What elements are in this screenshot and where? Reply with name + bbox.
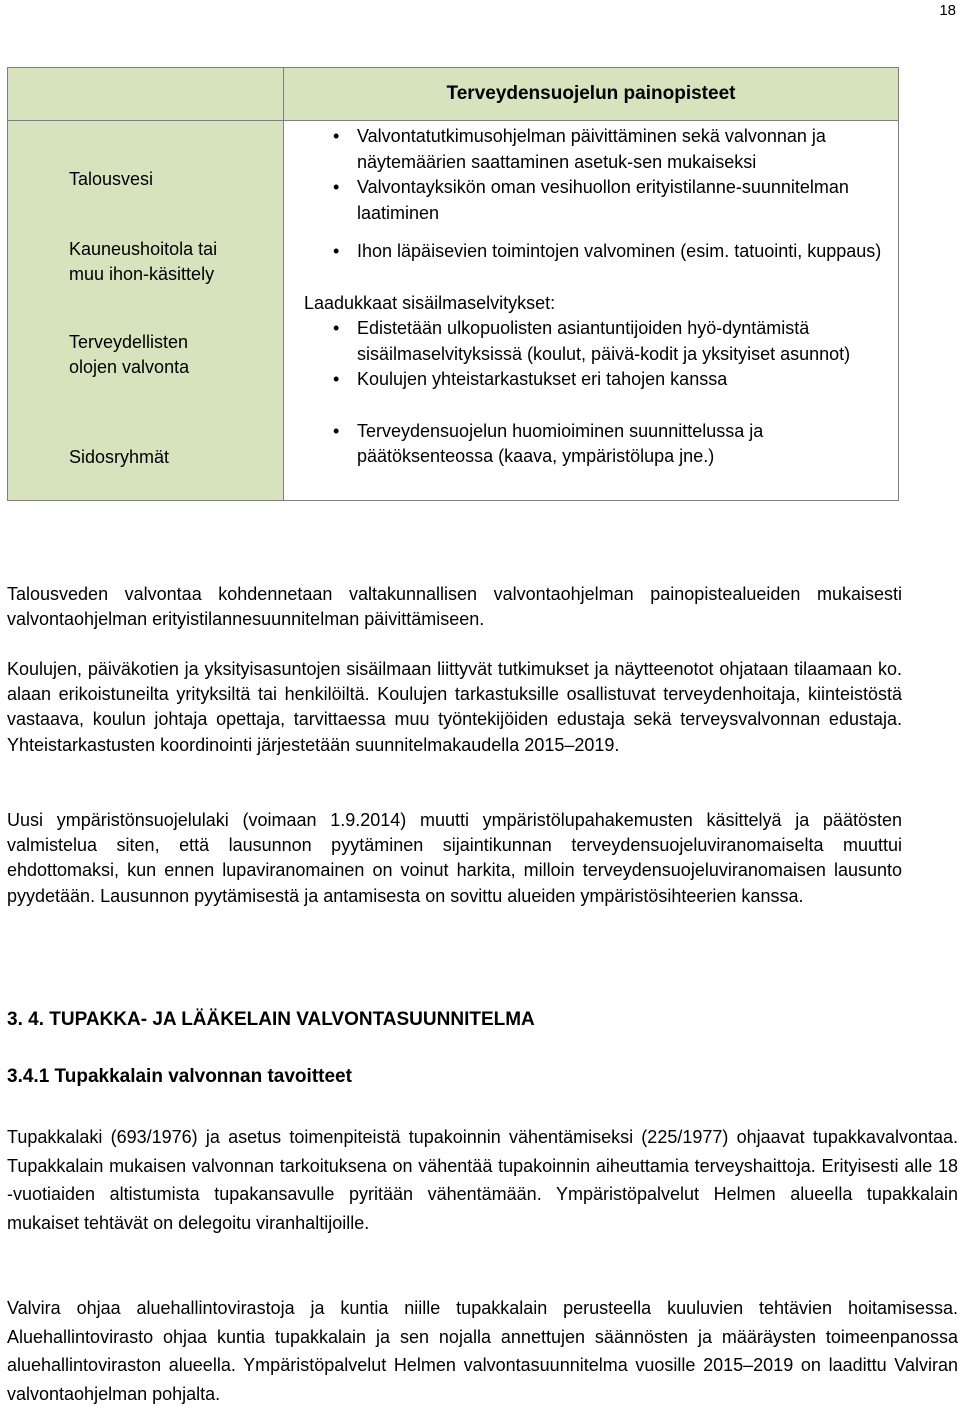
section-heading: 3. 4. TUPAKKA- JA LÄÄKELAIN VALVONTASUUNNITELMA — [7, 1009, 535, 1030]
topic-label: Talousvesi — [69, 169, 154, 189]
bullet-item: • Valvontayksikön oman vesihuollon erityistilanne-suunnitelman laatiminen — [304, 175, 888, 226]
table-header-row — [8, 68, 899, 121]
bullet-item: • Edistetään ulkopuolisten asiantuntijoiden hyö-dyntämistä sisäilmaselvityksissä (koulut, päivä-kodit ja yksityiset asunnot) — [304, 316, 888, 367]
topic-label: Sidosryhmät — [69, 446, 170, 467]
bullet-list — [304, 419, 888, 470]
priority-group — [304, 291, 888, 393]
priority-group — [304, 124, 888, 226]
table-header-title: Terveydensuojelun painopisteet — [284, 68, 899, 121]
bullet-item: • Ihon läpäisevien toimintojen valvominen (esim. tatuointi, kuppaus) — [304, 239, 888, 265]
bullet-item: • Terveydensuojelun huomioiminen suunnittelussa ja päätöksenteossa (kaava, ympäristölupa jne.) — [304, 419, 888, 470]
bullet-list — [304, 239, 888, 265]
paragraph-environment-act: Uusi ympäristönsuojelulaki (voimaan 1.9.2014) muutti ympäristölupahakemusten käsittelyä ja päätösten valmistelua siten, että lausunnon pyytäminen sijaintikunnan terveydensuojeluviranomaiselta muuttui ehdottomaksi, kun ennen lupaviranomainen on voinut harkita, milloin terveydensuojeluviranomaisen lausunto pyydetään. Lausunnon pyytämisestä ja antamisesta on sovittu alueiden ympäristösihteerien kanssa. — [7, 810, 902, 906]
bullet-list — [304, 316, 888, 393]
subsection-heading: 3.4.1 Tupakkalain valvonnan tavoitteet — [7, 1066, 352, 1087]
paragraph-valvira: Valvira ohjaa aluehallintovirastoja ja kuntia niille tupakkalain perusteella kuuluvien tehtävien hoitamisessa. Aluehallintovirasto ohjaa kuntia tupakkalain ja sen nojalla annettujen säännösten ja määräysten toimeenpanossa aluehallintoviraston alueella. Ympäristöpalvelut Helmen valvontasuunnitelma vuosille 2015–2019 on laadittu Valviran valvontaohjelman pohjalta. — [7, 1298, 958, 1404]
page-number: 18 — [939, 2, 956, 19]
paragraph-water: Talousveden valvontaa kohdennetaan valtakunnallisen valvontaohjelman painopistealueiden mukaisesti valvontaohjelman erityistilannesuunnitelman päivittämiseen. — [7, 584, 902, 630]
topic-label: Terveydellisten olojen valvonta — [69, 331, 190, 377]
topic-label: Kauneushoitola tai muu ihon-käsittely — [69, 238, 218, 284]
details-column — [284, 121, 899, 501]
paragraph-tobacco-act: Tupakkalaki (693/1976) ja asetus toimenpiteistä tupakoinnin vähentämiseksi (225/1977) ohjaavat tupakkavalvontaa. Tupakkalain mukaisen valvonnan tarkoituksena on vähentää tupakoinnin aiheuttamia terveyshaittoja. Erityisesti alle 18 -vuotiaiden altistumista tupakansavulle pyritään vähentämään. Ympäristöpalvelut Helmen alueella tupakkalain mukaiset tehtävät on delegoitu viranhaltijoille. — [7, 1127, 958, 1233]
priority-group — [304, 239, 888, 265]
priorities-table — [7, 67, 899, 501]
table-header-blank — [8, 68, 284, 121]
bullet-list — [304, 124, 888, 226]
bullet-item: • Valvontatutkimusohjelman päivittäminen sekä valvonnan ja näytemäärien saattaminen asetuk-sen mukaiseksi — [304, 124, 888, 175]
topics-column — [8, 121, 284, 501]
paragraph-schools: Koulujen, päiväkotien ja yksityisasuntojen sisäilmaan liittyvät tutkimukset ja näytteenotot ohjataan tilaamaan ko. alaan erikoistuneilta yrityksiltä tai henkilöiltä. Koulujen tarkastuksille osallistuvat terveydenhoitaja, kiinteistöstä vastaava, koulun johtaja opettaja, tarvittaessa muu työntekijöiden edustaja sekä terveysvalvonnan edustaja. Yhteistarkastusten koordinointi järjestetään suunnitelmakaudella 2015–2019. — [7, 659, 902, 755]
bullet-item: • Koulujen yhteistarkastukset eri tahojen kanssa — [304, 367, 888, 393]
table-body-row — [8, 121, 899, 501]
group-heading: Laadukkaat sisäilmaselvitykset: — [304, 292, 556, 313]
priority-group — [304, 419, 888, 470]
